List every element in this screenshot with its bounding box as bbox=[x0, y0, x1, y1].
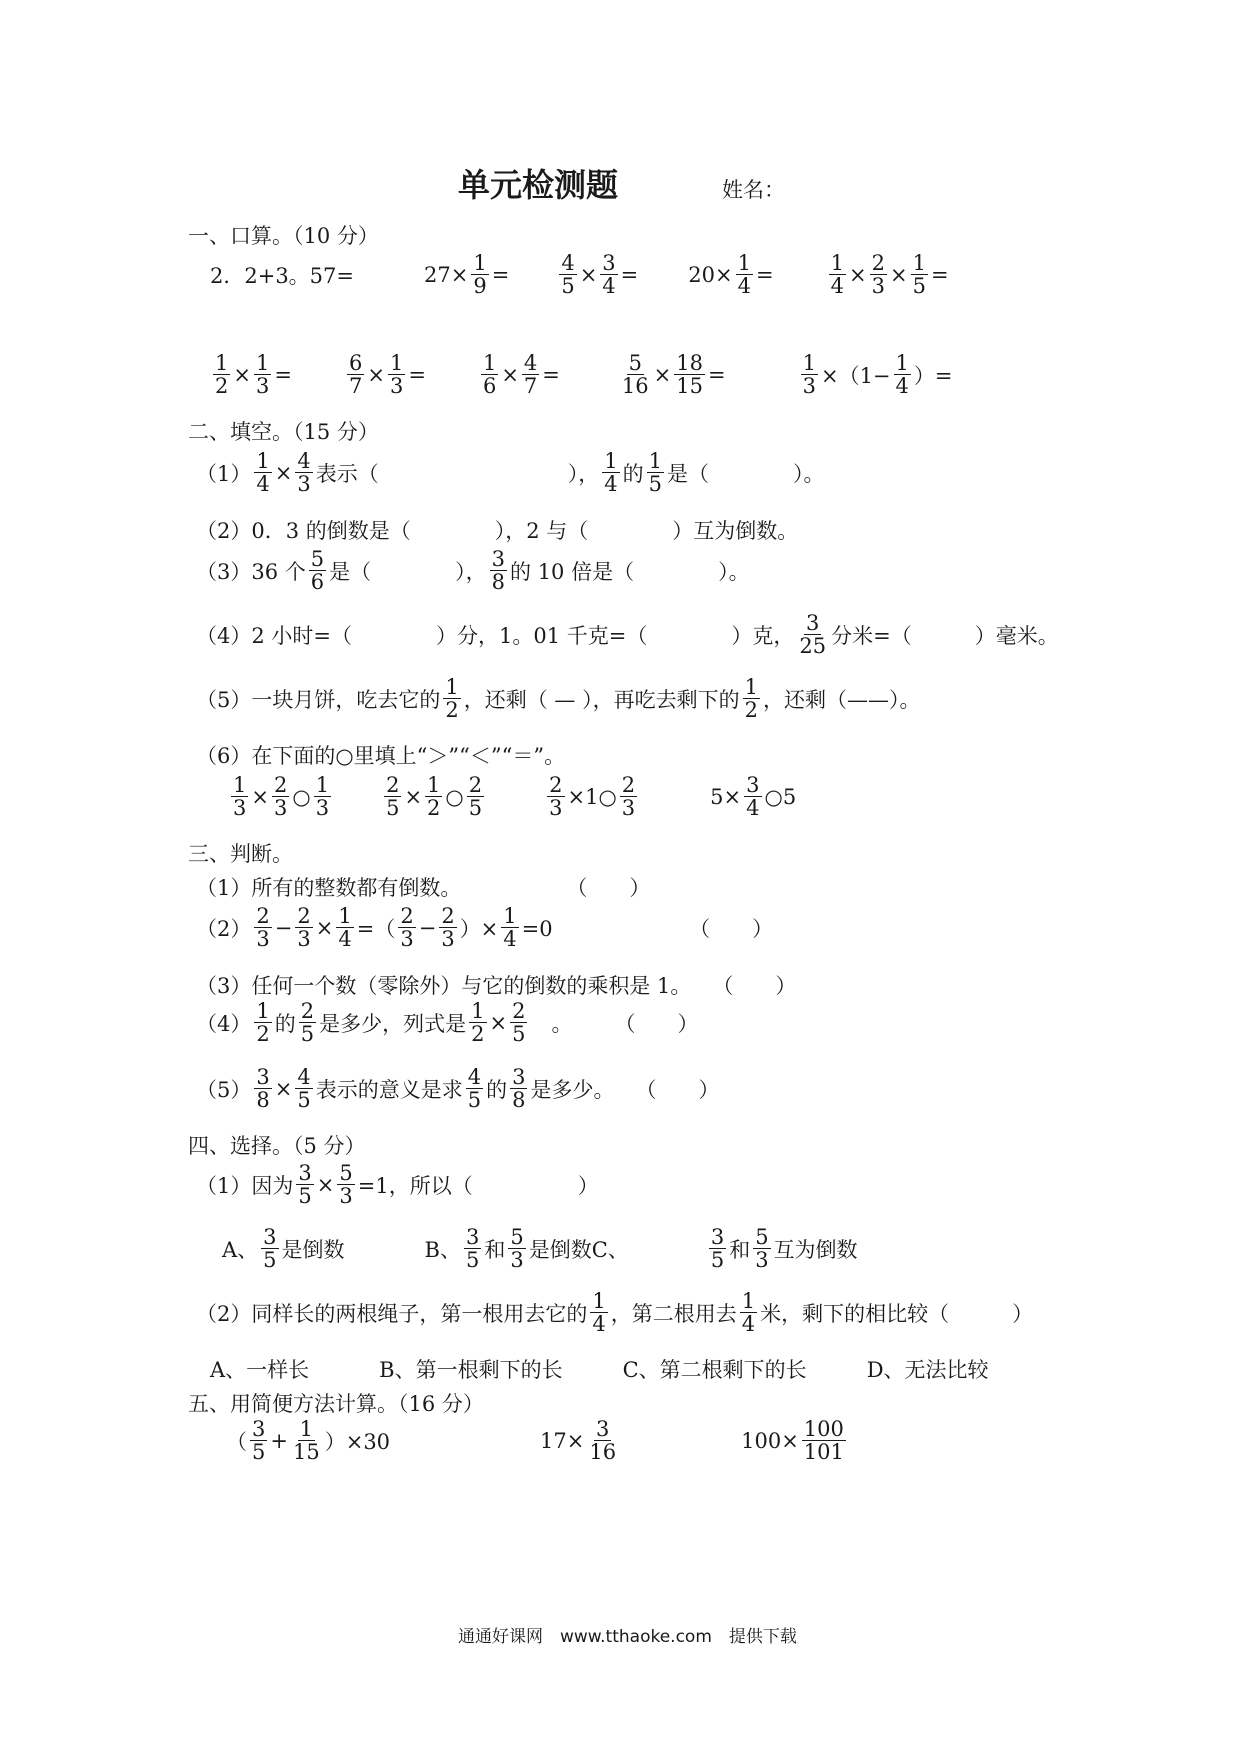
numerator: 3 bbox=[710, 1225, 725, 1249]
denominator: 25 bbox=[799, 634, 827, 659]
option-d: D、无法比较 bbox=[866, 1358, 989, 1382]
denominator: 3 bbox=[802, 374, 816, 399]
denominator: 6 bbox=[482, 374, 497, 399]
fraction bbox=[744, 774, 761, 819]
numerator: 1 bbox=[895, 351, 909, 375]
text-run: 17× bbox=[540, 1428, 585, 1453]
fraction bbox=[296, 1162, 313, 1207]
fraction bbox=[471, 252, 488, 297]
fraction bbox=[501, 905, 518, 950]
numerator: 3 bbox=[491, 547, 506, 571]
fraction bbox=[894, 352, 911, 397]
text-run: × bbox=[315, 915, 334, 940]
fraction bbox=[299, 1000, 316, 1045]
numerator: 6 bbox=[348, 351, 363, 375]
denominator: 3 bbox=[755, 1248, 769, 1273]
fraction bbox=[254, 1000, 271, 1045]
text-run: = bbox=[408, 362, 426, 387]
fraction bbox=[797, 612, 828, 657]
denominator: 16 bbox=[621, 374, 649, 399]
numerator: 3 bbox=[596, 1417, 610, 1441]
numerator: 1 bbox=[299, 1417, 314, 1441]
numerator: 3 bbox=[806, 611, 820, 635]
text-run: 27× bbox=[424, 262, 469, 287]
text-run: （4） bbox=[196, 1011, 252, 1036]
text-run: 的 10 倍是（ ）。 bbox=[510, 559, 750, 584]
denominator: 5 bbox=[298, 1184, 312, 1209]
numerator: 1 bbox=[445, 675, 459, 699]
fraction bbox=[740, 1290, 757, 1335]
fraction bbox=[261, 1226, 278, 1271]
numerator: 3 bbox=[298, 1161, 312, 1185]
judge-q5 bbox=[196, 1066, 719, 1111]
numerator: 2 bbox=[549, 773, 563, 797]
text-run: （4）2 小时=（ ）分，1。01 千克=（ ）克， bbox=[196, 623, 795, 648]
fraction bbox=[250, 1418, 267, 1463]
numerator: 1 bbox=[256, 449, 270, 473]
denominator: 7 bbox=[523, 374, 538, 399]
text-run: 是倒数 bbox=[528, 1237, 592, 1262]
section-2-heading: 二、填空。（15 分） bbox=[188, 420, 379, 444]
text-run: × bbox=[316, 1172, 335, 1197]
fraction bbox=[559, 252, 576, 297]
section-5-heading: 五、用简便方法计算。（16 分） bbox=[188, 1392, 484, 1416]
text-run: ）×30 bbox=[324, 1429, 391, 1454]
text-run: × bbox=[404, 784, 423, 809]
text-run: × bbox=[501, 362, 519, 387]
fraction bbox=[590, 1290, 607, 1335]
text-run: × bbox=[889, 262, 908, 287]
text-run: × bbox=[274, 1076, 293, 1101]
denominator: 3 bbox=[389, 374, 404, 399]
denominator: 2 bbox=[744, 698, 758, 723]
denominator: 4 bbox=[746, 796, 760, 821]
numerator: 5 bbox=[310, 547, 325, 571]
numerator: 1 bbox=[315, 773, 330, 797]
numerator: 2 bbox=[512, 999, 526, 1023]
text-run: × bbox=[489, 1010, 508, 1035]
choice-q2 bbox=[196, 1290, 1033, 1335]
numerator: 4 bbox=[297, 449, 311, 473]
fraction bbox=[911, 252, 928, 297]
text-run: 100× bbox=[741, 1428, 799, 1453]
text-run: = bbox=[491, 262, 510, 287]
numerator: 4 bbox=[297, 1065, 311, 1089]
numerator: 1 bbox=[471, 999, 485, 1023]
text-run: （3）任何一个数（零除外）与它的倒数的乘积是 1。 （ ） bbox=[196, 974, 797, 998]
text-run: 的 bbox=[274, 1011, 296, 1036]
option-b: B、第一根剩下的长 bbox=[379, 1358, 563, 1382]
denominator: 3 bbox=[441, 927, 455, 952]
numerator: 1 bbox=[802, 351, 816, 375]
text-run: （3）36 个 bbox=[196, 559, 306, 584]
fraction bbox=[398, 905, 415, 950]
text-run: 表示（ ）， bbox=[315, 461, 600, 486]
denominator: 4 bbox=[604, 472, 618, 497]
numerator: 5 bbox=[510, 1225, 524, 1249]
fraction bbox=[829, 252, 846, 297]
text-run: （2）0．3 的倒数是（ ），2 与（ ）互为倒数。 bbox=[196, 519, 799, 543]
text-run: = bbox=[620, 262, 639, 287]
mental-math-row-1 bbox=[210, 252, 949, 297]
fraction bbox=[467, 774, 484, 819]
numerator: 1 bbox=[482, 351, 497, 375]
denominator: 6 bbox=[310, 570, 325, 595]
fraction bbox=[213, 352, 230, 397]
fraction bbox=[295, 1066, 312, 1111]
text-run: × bbox=[653, 362, 672, 387]
denominator: 9 bbox=[473, 274, 487, 299]
denominator: 5 bbox=[300, 1022, 315, 1047]
numerator: 5 bbox=[339, 1161, 353, 1185]
judge-q1 bbox=[196, 872, 650, 902]
fraction bbox=[291, 1418, 322, 1463]
numerator: 3 bbox=[602, 251, 616, 275]
numerator: 1 bbox=[604, 449, 618, 473]
fraction bbox=[388, 352, 405, 397]
numerator: 3 bbox=[252, 1417, 266, 1441]
denominator: 101 bbox=[803, 1440, 844, 1465]
text-run: × bbox=[274, 460, 293, 485]
numerator: 1 bbox=[256, 999, 270, 1023]
text-run: 互为倒数 bbox=[773, 1237, 858, 1262]
option-a: A、一样长 bbox=[210, 1358, 310, 1382]
text-run: （2）同样长的两根绳子，第一根用去它的 bbox=[196, 1301, 588, 1326]
numerator: 1 bbox=[233, 773, 247, 797]
text-run: ×（1− bbox=[820, 363, 891, 388]
fill-q5 bbox=[196, 676, 920, 721]
text-run: =（ bbox=[356, 916, 396, 941]
fraction bbox=[647, 450, 664, 495]
fraction bbox=[347, 352, 364, 397]
denominator: 5 bbox=[468, 796, 483, 821]
numerator: 2 bbox=[400, 904, 414, 928]
denominator: 3 bbox=[297, 927, 311, 952]
fraction bbox=[254, 905, 271, 950]
numerator: 2 bbox=[273, 773, 288, 797]
numerator: 1 bbox=[744, 675, 758, 699]
fraction bbox=[736, 252, 753, 297]
denominator: 2 bbox=[445, 698, 459, 723]
fraction bbox=[464, 1226, 481, 1271]
numerator: 5 bbox=[755, 1225, 769, 1249]
text-run: 是多少，列式是 bbox=[319, 1011, 467, 1036]
numerator: 1 bbox=[473, 251, 487, 275]
denominator: 3 bbox=[255, 374, 270, 399]
denominator: 4 bbox=[338, 927, 352, 952]
fraction bbox=[620, 774, 637, 819]
denominator: 4 bbox=[602, 274, 616, 299]
section-4-heading: 四、选择。（5 分） bbox=[188, 1134, 366, 1158]
text-run: − bbox=[274, 915, 293, 940]
footer-credit: 通通好课网 www.tthaoke.com 提供下载 bbox=[458, 1627, 797, 1647]
compare-row bbox=[228, 774, 796, 819]
fill-q6 bbox=[196, 740, 565, 770]
text-run: ×1○ bbox=[567, 784, 617, 809]
text-run: 是（ ）。 bbox=[666, 461, 825, 486]
text-run: 20× bbox=[688, 262, 733, 287]
text-run: × bbox=[367, 362, 385, 387]
text-run: = bbox=[274, 362, 292, 387]
text-run: ）× bbox=[459, 916, 499, 941]
fill-q3 bbox=[196, 548, 750, 593]
denominator: 4 bbox=[592, 1312, 606, 1337]
denominator: 3 bbox=[621, 796, 636, 821]
denominator: 5 bbox=[297, 1088, 311, 1113]
name-field-label: 姓名： bbox=[722, 178, 785, 202]
denominator: 8 bbox=[491, 570, 506, 595]
text-run: ）= bbox=[913, 363, 953, 388]
denominator: 5 bbox=[912, 274, 926, 299]
text-run: 5× bbox=[710, 784, 742, 809]
text-run: 表示的意义是求 bbox=[315, 1077, 463, 1102]
denominator: 3 bbox=[273, 796, 288, 821]
numerator: 1 bbox=[648, 449, 662, 473]
fraction bbox=[620, 352, 651, 397]
numerator: 2 bbox=[468, 773, 483, 797]
fraction bbox=[508, 1226, 525, 1271]
text-run: 分米=（ ）毫米。 bbox=[831, 623, 1059, 648]
numerator: 2 bbox=[441, 904, 455, 928]
text-run: 米，剩下的相比较（ ） bbox=[760, 1301, 1034, 1326]
text-run: = bbox=[930, 262, 949, 287]
numerator: 1 bbox=[503, 904, 517, 928]
denominator: 7 bbox=[348, 374, 363, 399]
denominator: 3 bbox=[339, 1184, 353, 1209]
text-run: × bbox=[579, 262, 598, 287]
text-run: 2．2+3。57= bbox=[210, 263, 354, 288]
numerator: 4 bbox=[561, 251, 575, 275]
text-run: ，还剩（——）。 bbox=[762, 687, 921, 712]
fraction bbox=[425, 774, 442, 819]
fraction bbox=[522, 352, 539, 397]
fill-q4 bbox=[196, 612, 1059, 657]
denominator: 2 bbox=[215, 374, 229, 399]
choice-q1 bbox=[196, 1162, 599, 1207]
numerator: 1 bbox=[255, 351, 270, 375]
fraction bbox=[254, 450, 271, 495]
denominator: 8 bbox=[512, 1088, 526, 1113]
text-run: 。 （ ） bbox=[530, 1011, 699, 1036]
fraction bbox=[295, 905, 312, 950]
denominator: 8 bbox=[256, 1088, 270, 1113]
numerator: 2 bbox=[256, 904, 270, 928]
fraction bbox=[510, 1066, 527, 1111]
denominator: 5 bbox=[252, 1440, 266, 1465]
fraction bbox=[587, 1418, 618, 1463]
numerator: 3 bbox=[263, 1225, 277, 1249]
text-run: （5） bbox=[196, 1077, 252, 1102]
numerator: 4 bbox=[523, 351, 538, 375]
fraction bbox=[272, 774, 289, 819]
numerator: 3 bbox=[465, 1225, 480, 1249]
denominator: 2 bbox=[427, 796, 441, 821]
numerator: 2 bbox=[300, 999, 315, 1023]
fraction bbox=[870, 252, 887, 297]
numerator: 1 bbox=[389, 351, 404, 375]
fraction bbox=[490, 548, 507, 593]
fraction bbox=[439, 905, 456, 950]
text-run: × bbox=[233, 362, 251, 387]
fraction bbox=[254, 1066, 271, 1111]
text-run: A、 bbox=[222, 1237, 259, 1262]
text-run: （6）在下面的○里填上“＞”“＜”“＝”。 bbox=[196, 744, 566, 768]
choice-q2-options bbox=[210, 1354, 989, 1384]
numerator: 18 bbox=[676, 351, 703, 375]
fraction bbox=[469, 1000, 486, 1045]
denominator: 4 bbox=[830, 274, 844, 299]
denominator: 3 bbox=[549, 796, 563, 821]
text-run: （1）所有的整数都有倒数。 （ ） bbox=[196, 876, 651, 900]
denominator: 15 bbox=[676, 374, 703, 399]
text-run: B、 bbox=[424, 1237, 461, 1262]
text-run: =1，所以（ ） bbox=[357, 1173, 599, 1198]
denominator: 5 bbox=[512, 1022, 526, 1047]
fraction bbox=[384, 774, 401, 819]
denominator: 5 bbox=[561, 274, 575, 299]
judge-q3 bbox=[196, 970, 796, 1000]
fraction bbox=[802, 1418, 846, 1463]
denominator: 3 bbox=[510, 1248, 524, 1273]
denominator: 3 bbox=[400, 927, 414, 952]
text-run: = bbox=[707, 362, 726, 387]
section-1-heading: 一、口算。（10 分） bbox=[188, 224, 379, 248]
numerator: 3 bbox=[256, 1065, 270, 1089]
denominator: 4 bbox=[895, 374, 909, 399]
fraction bbox=[753, 1226, 770, 1271]
section-3-heading: 三、判断。 bbox=[188, 842, 293, 866]
text-run: ○ bbox=[292, 784, 311, 809]
numerator: 1 bbox=[215, 351, 229, 375]
mental-math-row-2 bbox=[210, 352, 953, 397]
fraction bbox=[443, 676, 460, 721]
denominator: 3 bbox=[871, 274, 885, 299]
fraction bbox=[602, 450, 619, 495]
page-title: 单元检测题 bbox=[458, 166, 619, 204]
numerator: 1 bbox=[830, 251, 844, 275]
numerator: 2 bbox=[297, 904, 311, 928]
fraction bbox=[337, 1162, 354, 1207]
text-run: + bbox=[270, 1428, 288, 1453]
text-run: 是（ ）， bbox=[329, 559, 487, 584]
fraction bbox=[547, 774, 564, 819]
denominator: 4 bbox=[256, 472, 270, 497]
option-c: C、第二根剩下的长 bbox=[622, 1358, 807, 1382]
denominator: 5 bbox=[263, 1248, 277, 1273]
denominator: 16 bbox=[589, 1440, 617, 1465]
text-run: ○5 bbox=[764, 784, 797, 809]
numerator: 1 bbox=[737, 251, 751, 275]
numerator: 5 bbox=[628, 351, 642, 375]
fraction bbox=[295, 450, 312, 495]
numerator: 4 bbox=[467, 1065, 482, 1089]
denominator: 15 bbox=[292, 1440, 320, 1465]
fraction bbox=[801, 352, 818, 397]
fraction bbox=[254, 352, 271, 397]
fill-q2 bbox=[196, 515, 798, 545]
numerator: 100 bbox=[803, 1417, 844, 1441]
denominator: 4 bbox=[741, 1312, 756, 1337]
judge-q4 bbox=[196, 1000, 698, 1045]
text-run: ，还剩（ — ），再吃去剩下的 bbox=[463, 687, 740, 712]
text-run: 和 bbox=[729, 1237, 751, 1262]
fraction bbox=[231, 774, 248, 819]
text-run: 的 bbox=[486, 1077, 508, 1102]
denominator: 5 bbox=[467, 1088, 482, 1113]
fraction bbox=[743, 676, 760, 721]
fraction bbox=[600, 252, 617, 297]
text-run: （5）一块月饼，吃去它的 bbox=[196, 687, 441, 712]
text-run: C、 bbox=[591, 1237, 629, 1262]
denominator: 3 bbox=[233, 796, 247, 821]
denominator: 2 bbox=[471, 1022, 485, 1047]
denominator: 3 bbox=[315, 796, 330, 821]
denominator: 5 bbox=[710, 1248, 725, 1273]
text-run: − bbox=[418, 915, 437, 940]
numerator: 1 bbox=[592, 1289, 606, 1313]
text-run: = bbox=[755, 262, 774, 287]
fraction bbox=[309, 548, 326, 593]
text-run: （1）因为 bbox=[196, 1173, 294, 1198]
text-run: （ bbox=[226, 1429, 247, 1454]
text-run: （2） bbox=[196, 916, 252, 941]
numerator: 1 bbox=[741, 1289, 756, 1313]
denominator: 5 bbox=[465, 1248, 480, 1273]
denominator: 4 bbox=[737, 274, 751, 299]
simplify-row bbox=[226, 1418, 849, 1463]
fraction bbox=[481, 352, 498, 397]
denominator: 2 bbox=[256, 1022, 270, 1047]
fraction bbox=[466, 1066, 483, 1111]
text-run: =0 （ ） bbox=[521, 916, 774, 941]
text-run: × bbox=[251, 784, 269, 809]
text-run: （1） bbox=[196, 461, 252, 486]
text-run: ，第二根用去 bbox=[610, 1301, 737, 1326]
denominator: 5 bbox=[648, 472, 662, 497]
denominator: 5 bbox=[386, 796, 400, 821]
numerator: 2 bbox=[871, 251, 885, 275]
judge-q2 bbox=[196, 905, 773, 950]
denominator: 3 bbox=[256, 927, 270, 952]
fraction bbox=[336, 905, 353, 950]
text-run: ○ bbox=[445, 784, 464, 809]
numerator: 1 bbox=[427, 773, 441, 797]
fraction bbox=[674, 352, 705, 397]
numerator: 3 bbox=[746, 773, 760, 797]
denominator: 4 bbox=[503, 927, 517, 952]
numerator: 2 bbox=[621, 773, 636, 797]
fraction bbox=[314, 774, 331, 819]
text-run: 是倒数 bbox=[281, 1237, 345, 1262]
fill-q1 bbox=[196, 450, 824, 495]
text-run: = bbox=[542, 362, 560, 387]
text-run: 和 bbox=[484, 1237, 506, 1262]
text-run: 的 bbox=[622, 461, 644, 486]
text-run: × bbox=[848, 262, 867, 287]
text-run: 是多少。 （ ） bbox=[530, 1077, 720, 1102]
numerator: 1 bbox=[912, 251, 926, 275]
fraction bbox=[709, 1226, 726, 1271]
numerator: 3 bbox=[512, 1065, 526, 1089]
numerator: 1 bbox=[338, 904, 352, 928]
choice-q1-options bbox=[222, 1226, 858, 1271]
fraction bbox=[510, 1000, 527, 1045]
numerator: 2 bbox=[386, 773, 400, 797]
denominator: 3 bbox=[297, 472, 311, 497]
